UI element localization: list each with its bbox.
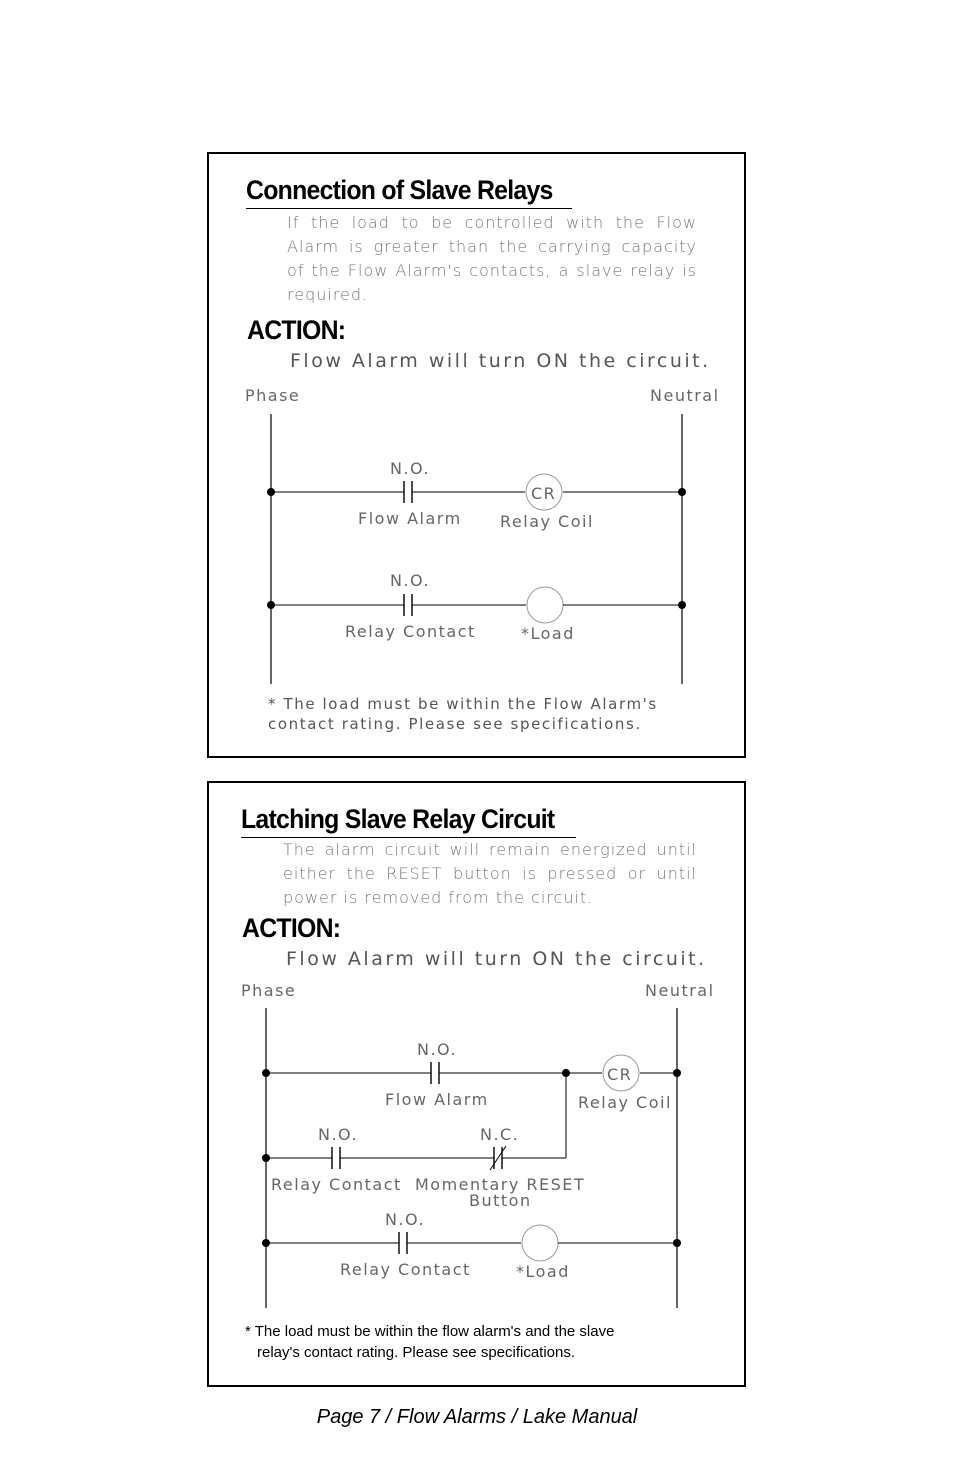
no-label: N.O. [390, 459, 431, 478]
relay-contact-label: Relay Contact [271, 1175, 402, 1194]
section2-title: Latching Slave Relay Circuit [241, 804, 555, 834]
flow-alarm-label: Flow Alarm [385, 1090, 489, 1109]
nc-label: N.C. [480, 1125, 520, 1144]
section2-action-heading: ACTION: [242, 913, 341, 943]
no-label: N.O. [417, 1040, 458, 1059]
junction-dot [678, 601, 686, 609]
junction-dot [678, 488, 686, 496]
section2-footnote-line1: * The load must be within the flow alarm's and the slave [245, 1323, 615, 1340]
flow-alarm-label: Flow Alarm [358, 509, 462, 528]
phase-label: Phase [241, 981, 297, 1000]
section1-description: If the load to be controlled with the Flow Alarm is greater than the carrying capacity of the Flow Alarm's contacts, a slave relay is required. [287, 213, 697, 304]
load-label: *Load [521, 624, 575, 643]
section2-footnote-line2: relay's contact rating. Please see specifications. [257, 1344, 576, 1361]
no-label: N.O. [390, 571, 431, 590]
relay-coil-label: Relay Coil [578, 1093, 672, 1112]
junction-dot [267, 488, 275, 496]
button-label: Button [469, 1191, 532, 1210]
neutral-label: Neutral [650, 386, 720, 405]
section2-action-text: Flow Alarm will turn ON the circuit. [286, 948, 707, 970]
junction-dot [267, 601, 275, 609]
load-symbol [527, 587, 563, 623]
load-label: *Load [516, 1262, 570, 1281]
momentary-reset-label: Momentary RESET [415, 1175, 586, 1194]
cr-label: CR [531, 484, 557, 503]
section2-description: The alarm circuit will remain energized until either the RESET button is pressed or until power is removed from the circuit. [283, 840, 697, 907]
cr-label: CR [607, 1065, 633, 1084]
no-label: N.O. [318, 1125, 359, 1144]
page-footer: Page 7 / Flow Alarms / Lake Manual [316, 1406, 638, 1428]
section1-title: Connection of Slave Relays [246, 175, 553, 205]
section1-action-heading: ACTION: [247, 315, 346, 345]
section1-footnote: * The load must be within the Flow Alarm's contact rating. Please see specifications. [268, 695, 658, 733]
relay-contact-label: Relay Contact [345, 622, 476, 641]
no-label: N.O. [385, 1210, 426, 1229]
relay-contact-label: Relay Contact [340, 1260, 471, 1279]
phase-label: Phase [245, 386, 301, 405]
section1-action-text: Flow Alarm will turn ON the circuit. [290, 350, 711, 372]
neutral-label: Neutral [645, 981, 715, 1000]
relay-coil-label: Relay Coil [500, 512, 594, 531]
